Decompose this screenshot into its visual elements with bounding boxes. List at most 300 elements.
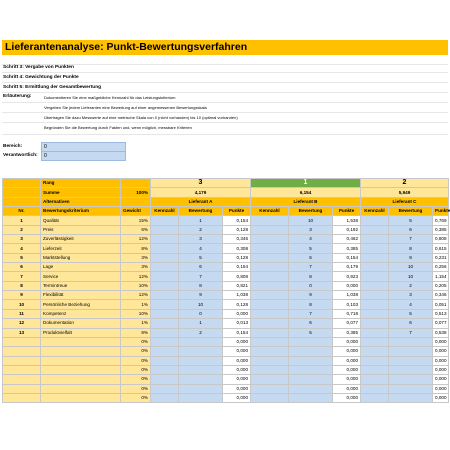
punkte-a: 0,821 [223, 281, 251, 290]
row-gewicht[interactable]: 6% [121, 225, 151, 234]
punkte-a: 0,346 [223, 235, 251, 244]
bewertung-c[interactable]: 5 [389, 216, 433, 225]
rank-row [3, 179, 449, 188]
kennzahl-c[interactable] [361, 263, 389, 272]
bewertung-c[interactable] [389, 393, 433, 402]
kennzahl-c[interactable] [361, 225, 389, 234]
rank-supplier-b: 1 [251, 179, 361, 188]
bewertung-c[interactable]: 10 [389, 272, 433, 281]
row-gewicht[interactable]: 0% [121, 393, 151, 402]
kennzahl-c[interactable] [361, 235, 389, 244]
row-nr: 4 [3, 244, 41, 253]
grid-line [2, 112, 448, 113]
bewertung-a[interactable]: 9 [179, 291, 223, 300]
bewertung-b[interactable]: 6 [289, 319, 333, 328]
row-nr: 10 [3, 300, 41, 309]
punkte-b: 0,000 [333, 375, 361, 384]
kennzahl-a[interactable] [151, 337, 179, 346]
punkte-c: 0,000 [433, 384, 449, 393]
column-header-row [3, 207, 449, 216]
bewertung-a[interactable]: 2 [179, 328, 223, 337]
col-bewertung-a: Bewertung [179, 207, 223, 216]
col-nr: Nr. [3, 207, 41, 216]
table-row [3, 319, 449, 328]
erlaeuterung-line-3: Übertragen Sie dazu Messwerte auf eine metrische Skala von 0 (nicht vorhanden) bis 10 (optimal vorhanden) [44, 115, 238, 120]
punkte-c: 0,769 [433, 216, 449, 225]
table-row [3, 216, 449, 225]
row-nr: 1 [3, 216, 41, 225]
kennzahl-c[interactable] [361, 272, 389, 281]
row-gewicht[interactable]: 10% [121, 309, 151, 318]
sum-row [3, 188, 449, 197]
rang-label: Rang [41, 179, 121, 188]
bewertung-c[interactable]: 5 [389, 309, 433, 318]
erlaeuterung-line-1: Dokumentieren Sie eine maßgebliche Kennzahl für das Leistungskriterium [44, 95, 176, 100]
row-gewicht[interactable]: 12% [121, 272, 151, 281]
bewertung-c[interactable]: 8 [389, 244, 433, 253]
bewertung-b[interactable] [289, 356, 333, 365]
grid-line [2, 92, 448, 93]
row-kriterium[interactable] [41, 393, 121, 402]
row-gewicht[interactable]: 15% [121, 216, 151, 225]
row-gewicht[interactable]: 0% [121, 375, 151, 384]
kennzahl-c[interactable] [361, 253, 389, 262]
erlaeuterung-label: Erläuterung: [3, 94, 32, 99]
kennzahl-a[interactable] [151, 216, 179, 225]
col-gewicht: Gewicht [121, 207, 151, 216]
punkte-a: 0,000 [223, 375, 251, 384]
punkte-b: 0,103 [333, 300, 361, 309]
punkte-b: 0,462 [333, 235, 361, 244]
kennzahl-b[interactable] [251, 393, 289, 402]
bewertung-c[interactable]: 4 [389, 300, 433, 309]
kennzahl-b[interactable] [251, 244, 289, 253]
bewertung-c[interactable] [389, 337, 433, 346]
row-nr: 2 [3, 225, 41, 234]
bewertung-b[interactable] [289, 347, 333, 356]
table-row [3, 347, 449, 356]
table-row [3, 384, 449, 393]
bewertung-b[interactable]: 0 [289, 281, 333, 290]
erlaeuterung-line-4: Begründen Sie die Bewertung durch Fakten und, wenn möglich, messbare Kriterien [44, 125, 192, 130]
row-nr [3, 347, 41, 356]
row-gewicht[interactable]: 3% [121, 263, 151, 272]
kennzahl-b[interactable] [251, 216, 289, 225]
row-nr: 9 [3, 291, 41, 300]
bewertung-a[interactable]: 3 [179, 235, 223, 244]
grid-line [2, 122, 448, 123]
kennzahl-a[interactable] [151, 384, 179, 393]
punkte-c: 0,077 [433, 319, 449, 328]
punkte-c: 0,000 [433, 365, 449, 374]
step-4-label: Schritt 4: Gewichtung der Punkte [3, 75, 79, 80]
punkte-c: 0,231 [433, 253, 449, 262]
row-nr [3, 337, 41, 346]
bewertung-b[interactable]: 3 [289, 225, 333, 234]
kennzahl-b[interactable] [251, 253, 289, 262]
bereich-value: 0 [44, 144, 47, 150]
kennzahl-c[interactable] [361, 319, 389, 328]
punkte-c: 0,808 [433, 235, 449, 244]
punkte-a: 0,000 [223, 356, 251, 365]
kennzahl-c[interactable] [361, 337, 389, 346]
kennzahl-c[interactable] [361, 384, 389, 393]
bewertung-c[interactable] [389, 347, 433, 356]
punkte-a: 1,038 [223, 291, 251, 300]
table-row [3, 309, 449, 318]
kennzahl-c[interactable] [361, 347, 389, 356]
row-nr: 7 [3, 272, 41, 281]
bewertung-a[interactable]: 1 [179, 216, 223, 225]
punkte-a: 0,000 [223, 384, 251, 393]
bewertung-a[interactable] [179, 356, 223, 365]
kennzahl-b[interactable] [251, 319, 289, 328]
table-row [3, 225, 449, 234]
page-title: Lieferantenanalyse: Punkt-Bewertungsverfahren [5, 41, 248, 53]
bewertung-c[interactable] [389, 375, 433, 384]
bewertung-c[interactable]: 7 [389, 328, 433, 337]
bewertung-a[interactable] [179, 337, 223, 346]
table-row [3, 263, 449, 272]
kennzahl-a[interactable] [151, 253, 179, 262]
kennzahl-c[interactable] [361, 393, 389, 402]
punkte-b: 0,385 [333, 244, 361, 253]
grid-line [2, 72, 448, 73]
punkte-a: 0,000 [223, 347, 251, 356]
kennzahl-a[interactable] [151, 309, 179, 318]
bewertung-a[interactable]: 6 [179, 263, 223, 272]
row-kriterium[interactable]: Dokumentation [41, 319, 121, 328]
punkte-b: 0,000 [333, 337, 361, 346]
rank-supplier-c: 2 [361, 179, 449, 188]
verantwortlich-label: Verantwortlich: [3, 153, 38, 158]
row-gewicht[interactable]: 8% [121, 244, 151, 253]
table-row [3, 356, 449, 365]
verantwortlich-input[interactable] [41, 151, 126, 161]
punkte-b: 0,000 [333, 281, 361, 290]
kennzahl-c[interactable] [361, 309, 389, 318]
row-kriterium[interactable]: Marktstellung [41, 253, 121, 262]
kennzahl-b[interactable] [251, 375, 289, 384]
row-gewicht[interactable]: 1% [121, 319, 151, 328]
bewertung-a[interactable] [179, 347, 223, 356]
punkte-a: 0,154 [223, 216, 251, 225]
punkte-c: 1,154 [433, 272, 449, 281]
row-gewicht[interactable]: 0% [121, 347, 151, 356]
bewertung-b[interactable]: 6 [289, 253, 333, 262]
row-nr: 5 [3, 253, 41, 262]
row-kriterium[interactable] [41, 375, 121, 384]
kennzahl-b[interactable] [251, 384, 289, 393]
bewertung-b[interactable] [289, 365, 333, 374]
kennzahl-b[interactable] [251, 328, 289, 337]
bewertung-a[interactable]: 8 [179, 281, 223, 290]
punkte-c: 0,000 [433, 356, 449, 365]
bewertung-b[interactable]: 7 [289, 309, 333, 318]
step-3-label: Schritt 3: Vergabe von Punkten [3, 65, 74, 70]
punkte-a: 0,000 [223, 365, 251, 374]
row-kriterium[interactable] [41, 365, 121, 374]
row-gewicht[interactable]: 10% [121, 281, 151, 290]
punkte-b: 1,038 [333, 291, 361, 300]
col-kriterium: Bewertungskriterium [41, 207, 121, 216]
kennzahl-a[interactable] [151, 281, 179, 290]
row-nr: 13 [3, 328, 41, 337]
row-gewicht[interactable]: 0% [121, 356, 151, 365]
kennzahl-c[interactable] [361, 365, 389, 374]
bewertung-a[interactable] [179, 375, 223, 384]
punkte-c: 0,205 [433, 281, 449, 290]
punkte-b: 0,179 [333, 263, 361, 272]
punkte-b: 0,000 [333, 347, 361, 356]
punkte-c: 0,615 [433, 244, 449, 253]
bewertung-b[interactable]: 8 [289, 300, 333, 309]
grid-line [2, 102, 448, 103]
bewertung-a[interactable]: 0 [179, 309, 223, 318]
bewertung-a[interactable]: 7 [179, 272, 223, 281]
kennzahl-a[interactable] [151, 347, 179, 356]
bewertung-c[interactable]: 3 [389, 291, 433, 300]
bewertung-a[interactable] [179, 393, 223, 402]
bewertung-c[interactable]: 7 [389, 235, 433, 244]
row-nr: 3 [3, 235, 41, 244]
row-kriterium[interactable] [41, 384, 121, 393]
table-row [3, 375, 449, 384]
grid-line [2, 82, 448, 83]
punkte-a: 0,154 [223, 328, 251, 337]
punkte-c: 0,051 [433, 300, 449, 309]
kennzahl-a[interactable] [151, 225, 179, 234]
row-gewicht[interactable]: 8% [121, 328, 151, 337]
table-row [3, 281, 449, 290]
col-kennzahl-b: Kennzahl [251, 207, 289, 216]
punkte-a: 0,128 [223, 253, 251, 262]
bewertung-b[interactable]: 10 [289, 216, 333, 225]
row-kriterium[interactable] [41, 337, 121, 346]
table-row [3, 337, 449, 346]
bewertung-c[interactable]: 6 [389, 225, 433, 234]
bewertung-b[interactable] [289, 384, 333, 393]
kennzahl-c[interactable] [361, 356, 389, 365]
bewertung-b[interactable] [289, 393, 333, 402]
row-kriterium[interactable]: Kompetenz [41, 309, 121, 318]
bewertung-a[interactable]: 1 [179, 319, 223, 328]
kennzahl-a[interactable] [151, 300, 179, 309]
bewertung-b[interactable] [289, 375, 333, 384]
kennzahl-b[interactable] [251, 356, 289, 365]
bewertung-c[interactable] [389, 365, 433, 374]
kennzahl-b[interactable] [251, 347, 289, 356]
row-nr [3, 375, 41, 384]
row-kriterium[interactable]: Persönliche Beziehung [41, 300, 121, 309]
punkte-a: 0,154 [223, 263, 251, 272]
punkte-b: 0,923 [333, 272, 361, 281]
kennzahl-a[interactable] [151, 375, 179, 384]
bewertung-c[interactable]: 6 [389, 319, 433, 328]
kennzahl-a[interactable] [151, 328, 179, 337]
row-gewicht[interactable]: 0% [121, 337, 151, 346]
punkte-a: 0,308 [223, 244, 251, 253]
table-row [3, 244, 449, 253]
summe-label: Summe [41, 188, 121, 197]
kennzahl-a[interactable] [151, 365, 179, 374]
bewertung-a[interactable]: 5 [179, 253, 223, 262]
kennzahl-a[interactable] [151, 319, 179, 328]
table-row [3, 235, 449, 244]
punkte-b: 0,000 [333, 356, 361, 365]
punkte-b: 0,154 [333, 253, 361, 262]
punkte-a: 0,808 [223, 272, 251, 281]
kennzahl-c[interactable] [361, 244, 389, 253]
kennzahl-a[interactable] [151, 244, 179, 253]
row-kriterium[interactable]: Lieferzeit [41, 244, 121, 253]
bewertung-b[interactable]: 4 [289, 235, 333, 244]
row-kriterium[interactable]: Lage [41, 263, 121, 272]
alternatives-row [3, 197, 449, 206]
bewertung-a[interactable] [179, 384, 223, 393]
kennzahl-b[interactable] [251, 337, 289, 346]
supplier-b-name: Lieferant B [251, 197, 361, 206]
bewertung-c[interactable] [389, 356, 433, 365]
kennzahl-c[interactable] [361, 328, 389, 337]
punkte-a: 0,000 [223, 309, 251, 318]
kennzahl-a[interactable] [151, 291, 179, 300]
bewertung-c[interactable]: 10 [389, 263, 433, 272]
row-kriterium[interactable] [41, 347, 121, 356]
col-bewertung-c: Bewertung [389, 207, 433, 216]
punkte-a: 0,000 [223, 393, 251, 402]
row-kriterium[interactable]: Flexibilität [41, 291, 121, 300]
row-gewicht[interactable]: 1% [121, 300, 151, 309]
row-nr: 6 [3, 263, 41, 272]
punkte-c: 0,000 [433, 393, 449, 402]
sum-supplier-b: 6,154 [251, 188, 361, 197]
sum-supplier-a: 4,179 [151, 188, 251, 197]
row-gewicht[interactable]: 12% [121, 291, 151, 300]
bewertung-c[interactable] [389, 384, 433, 393]
sum-supplier-c: 5,949 [361, 188, 449, 197]
supplier-c-name: Lieferant C [361, 197, 449, 206]
row-nr [3, 384, 41, 393]
bewertung-a[interactable]: 10 [179, 300, 223, 309]
bewertung-a[interactable]: 4 [179, 244, 223, 253]
punkte-a: 0,013 [223, 319, 251, 328]
kennzahl-b[interactable] [251, 235, 289, 244]
bewertung-c[interactable]: 2 [389, 281, 433, 290]
punkte-c: 0,513 [433, 309, 449, 318]
row-gewicht[interactable]: 3% [121, 253, 151, 262]
supplier-a-name: Lieferant A [151, 197, 251, 206]
kennzahl-c[interactable] [361, 216, 389, 225]
table-row [3, 253, 449, 262]
punkte-b: 0,192 [333, 225, 361, 234]
kennzahl-b[interactable] [251, 365, 289, 374]
row-kriterium[interactable]: Qualität [41, 216, 121, 225]
table-row [3, 291, 449, 300]
punkte-b: 0,000 [333, 384, 361, 393]
bewertung-b[interactable]: 8 [289, 272, 333, 281]
kennzahl-c[interactable] [361, 300, 389, 309]
kennzahl-a[interactable] [151, 263, 179, 272]
row-gewicht[interactable]: 12% [121, 235, 151, 244]
kennzahl-b[interactable] [251, 281, 289, 290]
rank-supplier-a: 3 [151, 179, 251, 188]
kennzahl-a[interactable] [151, 235, 179, 244]
punkte-b: 0,000 [333, 393, 361, 402]
punkte-c: 0,538 [433, 328, 449, 337]
bewertung-b[interactable]: 5 [289, 244, 333, 253]
row-kriterium[interactable]: Preis [41, 225, 121, 234]
kennzahl-b[interactable] [251, 272, 289, 281]
punkte-c: 0,346 [433, 291, 449, 300]
kennzahl-a[interactable] [151, 272, 179, 281]
punkte-c: 0,000 [433, 337, 449, 346]
grid-line [2, 134, 448, 135]
bereich-label: Bereich: [3, 144, 23, 149]
row-nr: 11 [3, 309, 41, 318]
bewertung-b[interactable]: 7 [289, 263, 333, 272]
summe-weight: 100% [121, 188, 151, 197]
table-row [3, 300, 449, 309]
col-punkte-b: Punkte [333, 207, 361, 216]
kennzahl-a[interactable] [151, 393, 179, 402]
kennzahl-c[interactable] [361, 375, 389, 384]
punkte-b: 0,000 [333, 365, 361, 374]
punkte-b: 0,718 [333, 309, 361, 318]
bewertung-c[interactable]: 9 [389, 253, 433, 262]
row-nr [3, 365, 41, 374]
punkte-a: 0,000 [223, 337, 251, 346]
kennzahl-b[interactable] [251, 309, 289, 318]
step-5-label: Schritt 5: Ermittlung der Gesamtbewertung [3, 85, 102, 90]
kennzahl-a[interactable] [151, 356, 179, 365]
col-kennzahl-a: Kennzahl [151, 207, 179, 216]
evaluation-table [2, 178, 449, 403]
row-kriterium[interactable]: Termintreue [41, 281, 121, 290]
kennzahl-b[interactable] [251, 263, 289, 272]
kennzahl-b[interactable] [251, 291, 289, 300]
row-gewicht[interactable]: 0% [121, 384, 151, 393]
title-bar [2, 40, 448, 55]
punkte-a: 0,128 [223, 300, 251, 309]
bewertung-b[interactable]: 5 [289, 328, 333, 337]
bewertung-a[interactable]: 2 [179, 225, 223, 234]
punkte-c: 0,000 [433, 375, 449, 384]
col-kennzahl-c: Kennzahl [361, 207, 389, 216]
col-punkte-a: Punkte [223, 207, 251, 216]
erlaeuterung-line-2: Vergeben Sie jedem Lieferanten eine Bewertung auf einer angemessenen Bewertungsskala [44, 105, 207, 110]
bewertung-b[interactable] [289, 337, 333, 346]
bewertung-b[interactable]: 9 [289, 291, 333, 300]
punkte-b: 0,385 [333, 328, 361, 337]
punkte-b: 1,538 [333, 216, 361, 225]
bewertung-a[interactable] [179, 365, 223, 374]
punkte-c: 0,256 [433, 263, 449, 272]
table-row [3, 393, 449, 402]
row-kriterium[interactable]: Service [41, 272, 121, 281]
row-kriterium[interactable] [41, 356, 121, 365]
criteria-rows [3, 216, 449, 403]
row-kriterium[interactable]: Produktvielfalt [41, 328, 121, 337]
punkte-c: 0,000 [433, 347, 449, 356]
kennzahl-b[interactable] [251, 225, 289, 234]
row-kriterium[interactable]: Zuverlässigkeit [41, 235, 121, 244]
kennzahl-b[interactable] [251, 300, 289, 309]
row-gewicht[interactable]: 0% [121, 365, 151, 374]
table-row [3, 328, 449, 337]
kennzahl-c[interactable] [361, 291, 389, 300]
kennzahl-c[interactable] [361, 281, 389, 290]
